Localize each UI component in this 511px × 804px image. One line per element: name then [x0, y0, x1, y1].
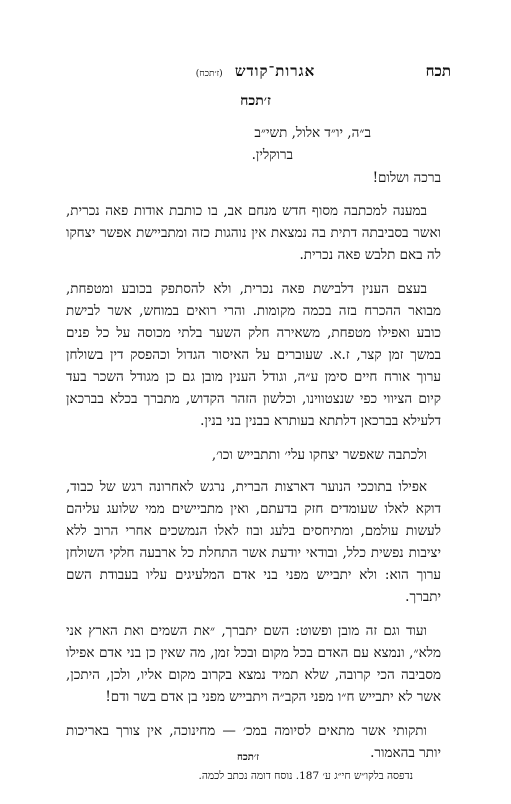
- page-number: תכח: [425, 62, 451, 80]
- running-head: [0, 62, 511, 82]
- footnote: נדפסה בלקו״ש חי״ג ע׳ 187. נוסח דומה נכתב לכמה.: [198, 770, 413, 782]
- paragraph-3: ולכתבה שאפשר יצחקו עלי׳ ותתבייש וכו׳,: [211, 447, 427, 463]
- greeting: ברכה ושלום!: [372, 170, 441, 186]
- paragraph-6: ותקותי אשר מתאים לסיומה במכ׳ — מחינוכה, אין צורך באריכות יותר בהאמור.: [66, 723, 441, 761]
- paragraph-2: בעצם הענין דלבישת פאה נכרית, ולא להסתפק בכובע ומטפחת, מבואר ההכרח בזה בכמה מקומות. והרי רואים במוחש, אשר לבישת כובע ואפילו מטפחת, משאירה חלק השער בלתי מכוסה על כל פנים במשך זמן קצר, ז.א. שעוברים על האיסור הגדול וכהפסק דין בשולחן ערוך אורח חיים סימן ע״ה, וגודל הענין מובן גם כן מגודל השכר בעד קיום הציווי כפי שנצטווינו, וכלשון הזהר הקדוש, מתברך בכלא בברכאן דלעילא בברכאן דלתתא בעותרא בבנין בני בנין.: [66, 281, 441, 429]
- dateline-date: ב״ה, יו״ד אלול, תשי״ב: [254, 125, 371, 141]
- book-title-letter-ref: (ז׳תכח): [195, 69, 223, 79]
- dateline-place: ברוקלין.: [251, 147, 293, 163]
- letter-body: [66, 200, 441, 776]
- signature-mark: ז׳תכח: [236, 752, 259, 763]
- paragraph-1: במענה למכתבה מסוף חדש מנחם אב, בו כותבת אודות פאה נכרית, ואשר בסביבתה דתית בה נמצאת אין נוהגות כזה ומתביישת אפשר יצחקו לה באם תלבש פאה נכרית.: [66, 203, 441, 263]
- paragraph-4: אפילו בתוככי הנוער דארצות הברית, נרגש לאחרונה רגש של כבוד, דוקא לאלו שעומדים חזק בדעתם, ואין מתביישים ממי שלועג עליהם לעשות עולמם, ומתיחסים בלעג ובוז לאלו הנמשכים אחרי הרוב ללא יציבות נפשית כלל, ובודאי יודעת אשר התחלת כל ארבעה חלקי השולחן ערוך הוא: ולא יתבייש מפני בני אדם המלעיגים עליו בעבודת השם יתברך.: [66, 479, 441, 605]
- dateline: [252, 122, 371, 166]
- book-title: [0, 62, 511, 81]
- book-title-text: אגרות־קודש: [234, 62, 316, 80]
- letter-number: ז׳תכח: [240, 93, 271, 109]
- paragraph-5: ועוד וגם זה מובן ופשוט: השם יתברך, ״את השמים ואת הארץ אני מלא״, ונמצא עם האדם בכל מקום ובכל זמן, מה שאין כן בני אדם אפילו מסביבה הכי קרובה, שלא תמיד נמצא בקרוב מקום אליו, ולכן, היתכן, אשר לא יתבייש ח״ו מפני הקב״ה ויתבייש מפני בן אדם בשר ודם!: [66, 623, 441, 705]
